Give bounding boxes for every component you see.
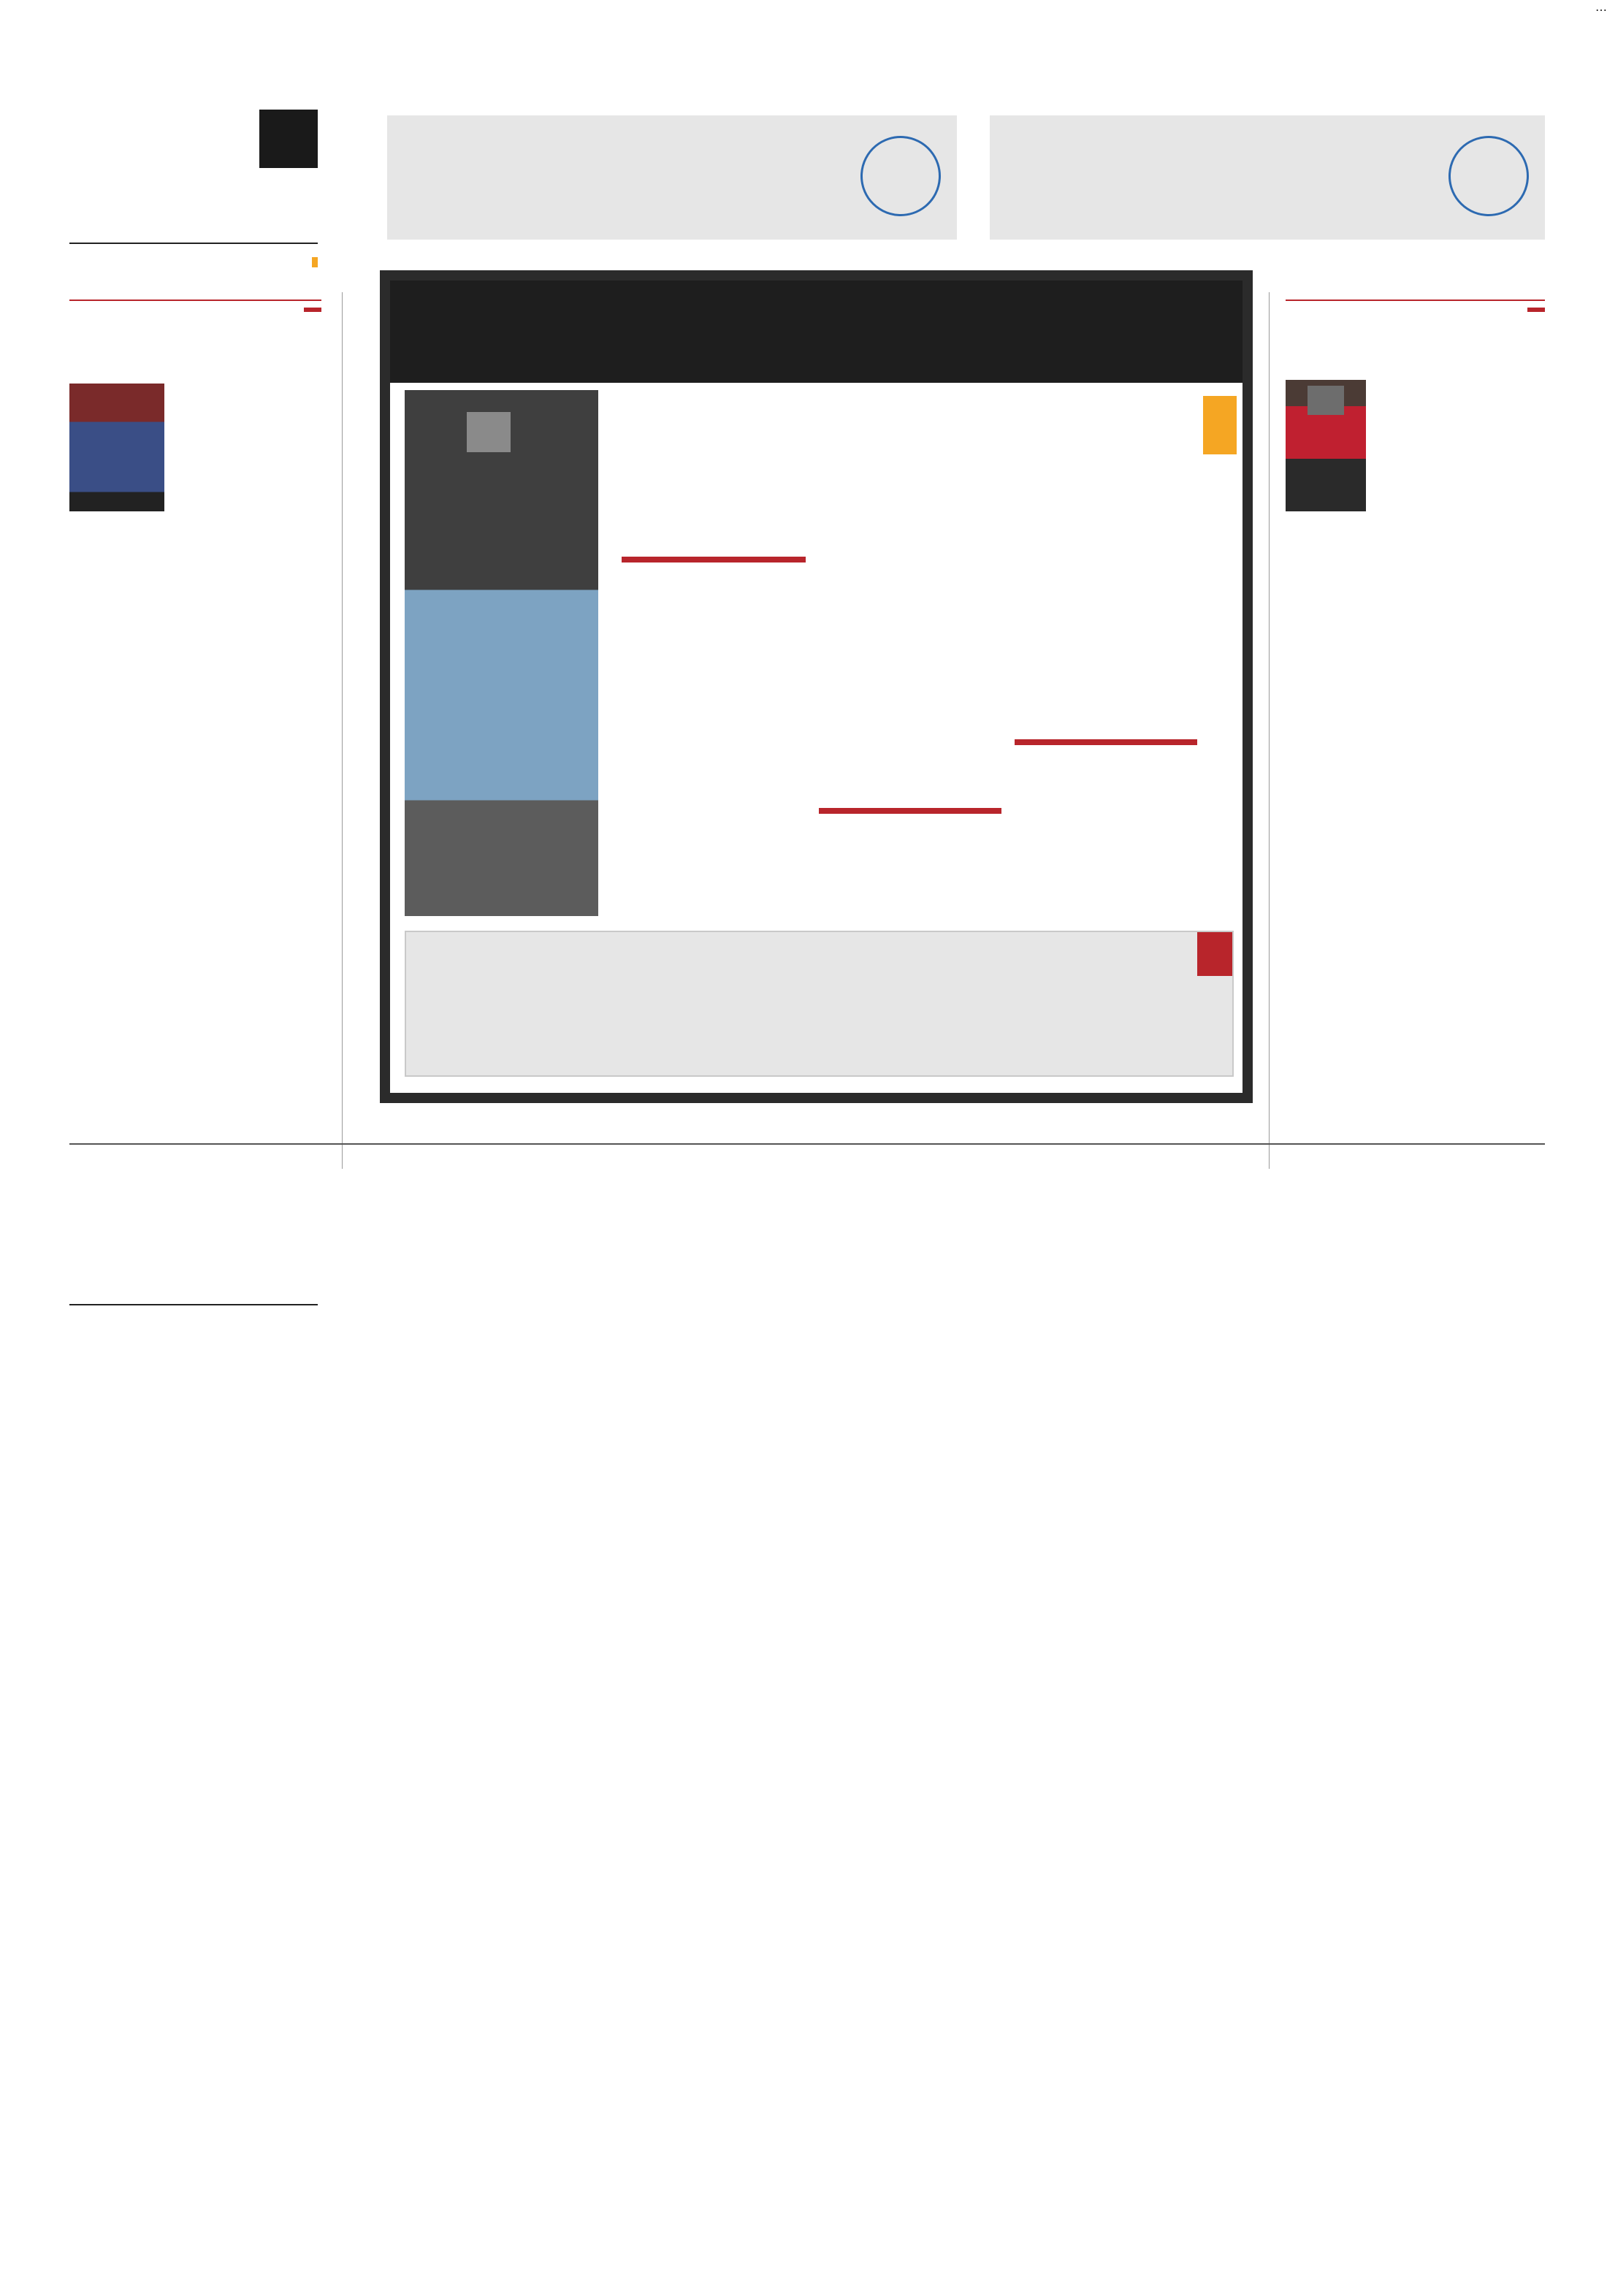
- story-body: [69, 384, 321, 749]
- pause-label: [1197, 932, 1232, 976]
- masthead: [69, 110, 318, 248]
- section-badge: [304, 308, 321, 312]
- orange-marker: [312, 257, 318, 267]
- strip-verdict: [819, 808, 1001, 814]
- story-col-1: [1015, 421, 1197, 735]
- story-col-3b: [622, 587, 806, 916]
- page-number: [259, 110, 318, 168]
- pause-text: [420, 967, 1187, 1069]
- section-badge: [1527, 308, 1545, 312]
- headline-band: [390, 281, 1243, 383]
- pause-box: [405, 931, 1234, 1077]
- strip-request: [622, 557, 806, 562]
- right-column: [1286, 300, 1545, 1176]
- divider: [1269, 292, 1270, 1169]
- blur-face-icon: [467, 412, 511, 452]
- strip-bronze-statue: [1015, 739, 1197, 745]
- divider: [342, 292, 343, 1169]
- editor-credit-top: [69, 257, 318, 270]
- section-rule: [1286, 300, 1545, 315]
- masthead-bottom: [69, 1176, 318, 1308]
- stamp-freedom: [850, 126, 952, 227]
- left-column: [69, 300, 321, 1176]
- report-label: [1203, 396, 1237, 454]
- story-col-1b: [1015, 770, 1197, 916]
- defendant-photo: [405, 390, 598, 916]
- half-divider: [69, 1143, 1545, 1145]
- top-brief-2: [387, 115, 957, 240]
- masthead-rule: [69, 1304, 318, 1305]
- story-col-2b: [819, 839, 1001, 916]
- story-col-2: [819, 390, 1001, 799]
- main-story: [380, 270, 1253, 1103]
- top-brief-1: [990, 115, 1545, 240]
- stamp-criminal: [1438, 126, 1540, 227]
- story-col-3: [622, 390, 806, 545]
- story-body: [1286, 380, 1545, 760]
- section-rule: [69, 300, 321, 315]
- story-body-2: [1286, 855, 1545, 1176]
- masthead-rule: [69, 243, 318, 244]
- story-body-2: [69, 825, 321, 1169]
